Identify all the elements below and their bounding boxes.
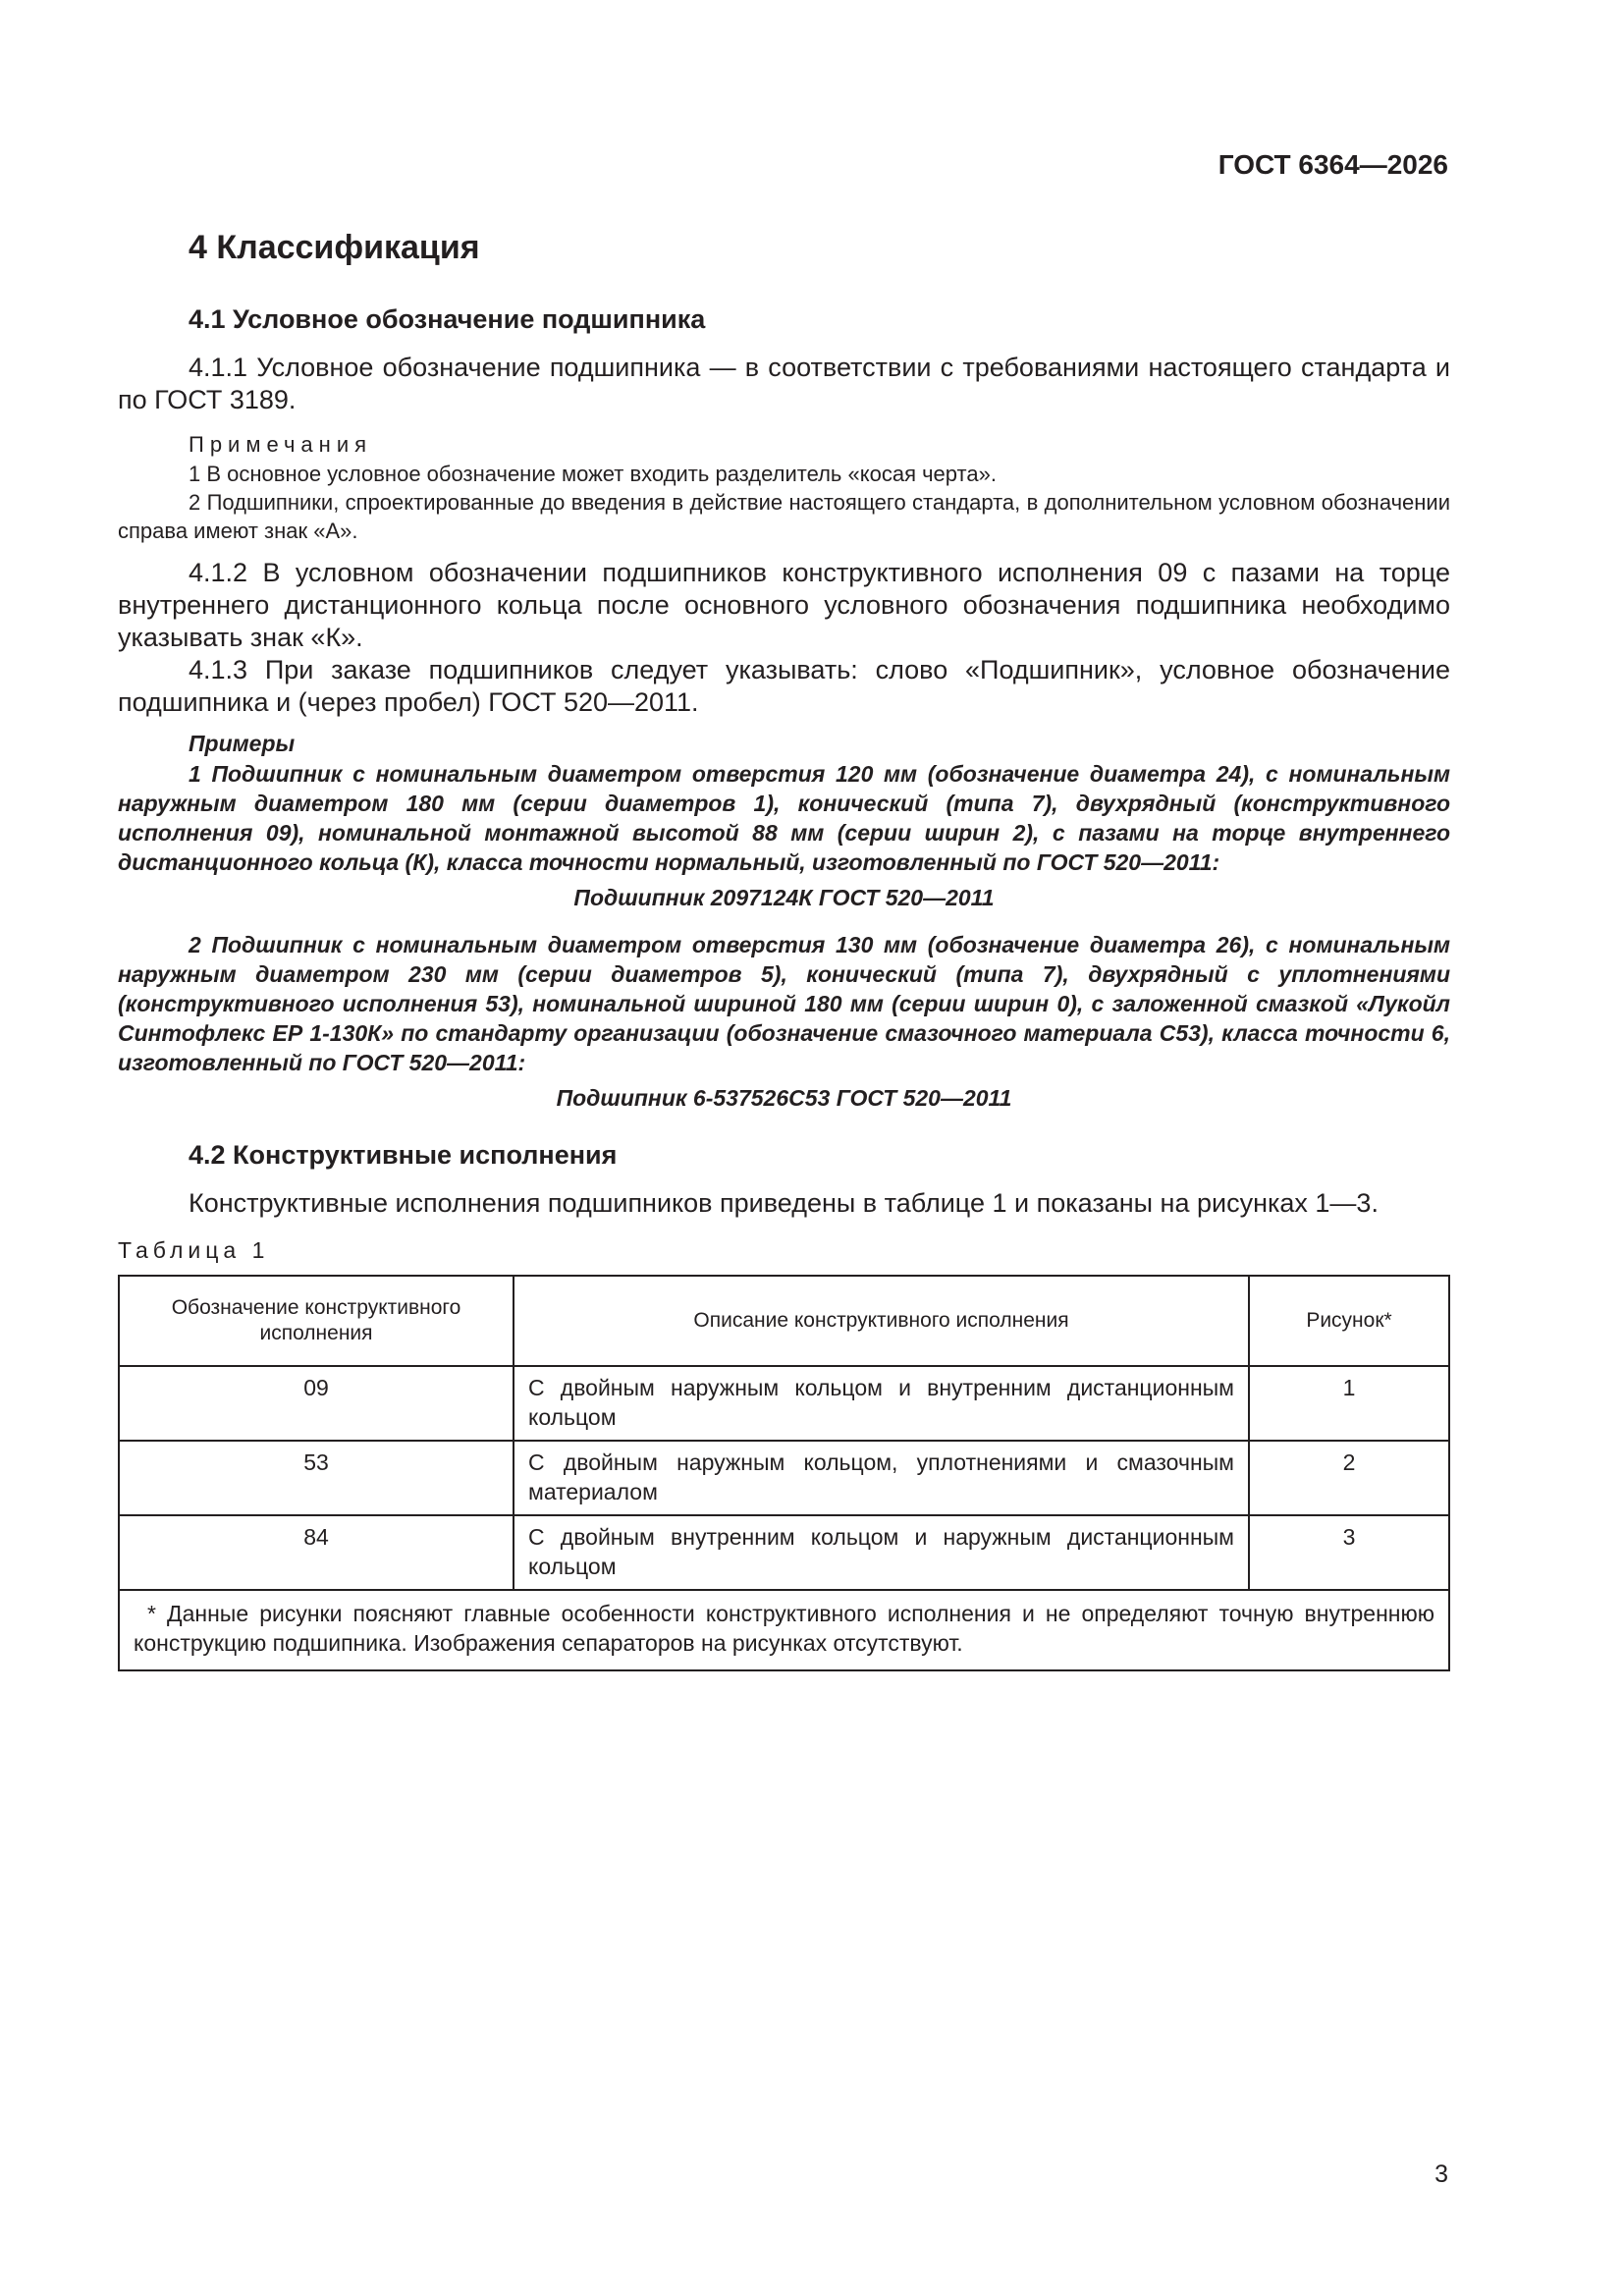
cell-designation: 84 [119,1515,514,1590]
example-2-designation: Подшипник 6-537526С53 ГОСТ 520—2011 [556,1085,1012,1111]
paragraph-4-2: Конструктивные исполнения подшипников приведены в таблице 1 и показаны на рисунках 1—3. [189,1188,1379,1218]
subsection-title-4-1: 4.1 Условное обозначение подшипника [189,304,706,334]
table-row [119,1441,1449,1515]
table-header-designation: Обозначение конструктивного исполнения [119,1276,514,1366]
cell-designation: 09 [119,1366,514,1441]
cell-figure: 1 [1249,1366,1449,1441]
table-1 [118,1275,1450,1671]
table-header-description: Описание конструктивного исполнения [514,1276,1249,1366]
table-caption: Таблица 1 [118,1237,270,1263]
subsection-title-4-2: 4.2 Конструктивные исполнения [189,1140,618,1170]
table-footnote-row [119,1590,1449,1670]
example-2: 2 Подшипник с номинальным диаметром отверстия 130 мм (обозначение диаметра 26), с номинальным наружным диаметром 230 мм (серии диаметров 5), конический (типа 7), двухрядный с уплотнениями (конструктивного исполнения 53), номинальной шириной 180 мм (серии ширин 0), с заложенной смазкой «Лукойл Синтофлекс ЕР 1-130К» по стандарту организации (обозначение смазочного материала С53), класса точности 6, изготовленный по ГОСТ 520—2011: [118,932,1450,1075]
table-row [119,1366,1449,1441]
cell-description: С двойным наружным кольцом и внутренним дистанционным кольцом [514,1366,1249,1441]
cell-figure: 3 [1249,1515,1449,1590]
table-header-figure: Рисунок* [1249,1276,1449,1366]
cell-description: С двойным наружным кольцом, уплотнениями и смазочным материалом [514,1441,1249,1515]
cell-designation: 53 [119,1441,514,1515]
table-header-row [119,1276,1449,1366]
table-footnote: * Данные рисунки поясняют главные особенности конструктивного исполнения и не определяют точную внутреннюю конструкцию подшипника. Изображения сепараторов на рисунках отсутствуют. [119,1590,1449,1670]
paragraph-4-1-3: 4.1.3 При заказе подшипников следует указывать: слово «Подшипник», условное обозначение подшипника и (через пробел) ГОСТ 520—2011. [118,655,1450,717]
paragraph-4-1-1: 4.1.1 Условное обозначение подшипника — в соответствии с требованиями настоящего стандарта и по ГОСТ 3189. [118,353,1450,414]
document-code-header: ГОСТ 6364—2026 [1217,149,1448,180]
example-1-designation: Подшипник 2097124К ГОСТ 520—2011 [573,885,995,910]
page-number: 3 [1434,2160,1448,2188]
page-content [118,228,1450,1671]
table-row [119,1515,1449,1590]
notes-title: Примечания [189,432,373,457]
examples-title: Примеры [189,731,296,756]
section-title: 4 Классификация [189,229,480,266]
cell-figure: 2 [1249,1441,1449,1515]
paragraph-4-1-2: 4.1.2 В условном обозначении подшипников конструктивного исполнения 09 с пазами на торце внутреннего дистанционного кольца после основного условного обозначения подшипника необходимо указывать знак «К». [118,558,1450,652]
note-2: 2 Подшипники, спроектированные до введения в действие настоящего стандарта, в дополнительном условном обозначении справа имеют знак «А». [118,490,1450,543]
example-1: 1 Подшипник с номинальным диаметром отверстия 120 мм (обозначение диаметра 24), с номинальным наружным диаметром 180 мм (серии диаметров 1), конический (типа 7), двухрядный (конструктивного исполнения 09), номинальной монтажной высотой 88 мм (серии ширин 2), с пазами на торце внутреннего дистанционного кольца (К), класса точности нормальный, изготовленный по ГОСТ 520—2011: [118,761,1450,875]
cell-description: С двойным внутренним кольцом и наружным дистанционным кольцом [514,1515,1249,1590]
note-1: 1 В основное условное обозначение может входить разделитель «косая черта». [189,462,997,486]
